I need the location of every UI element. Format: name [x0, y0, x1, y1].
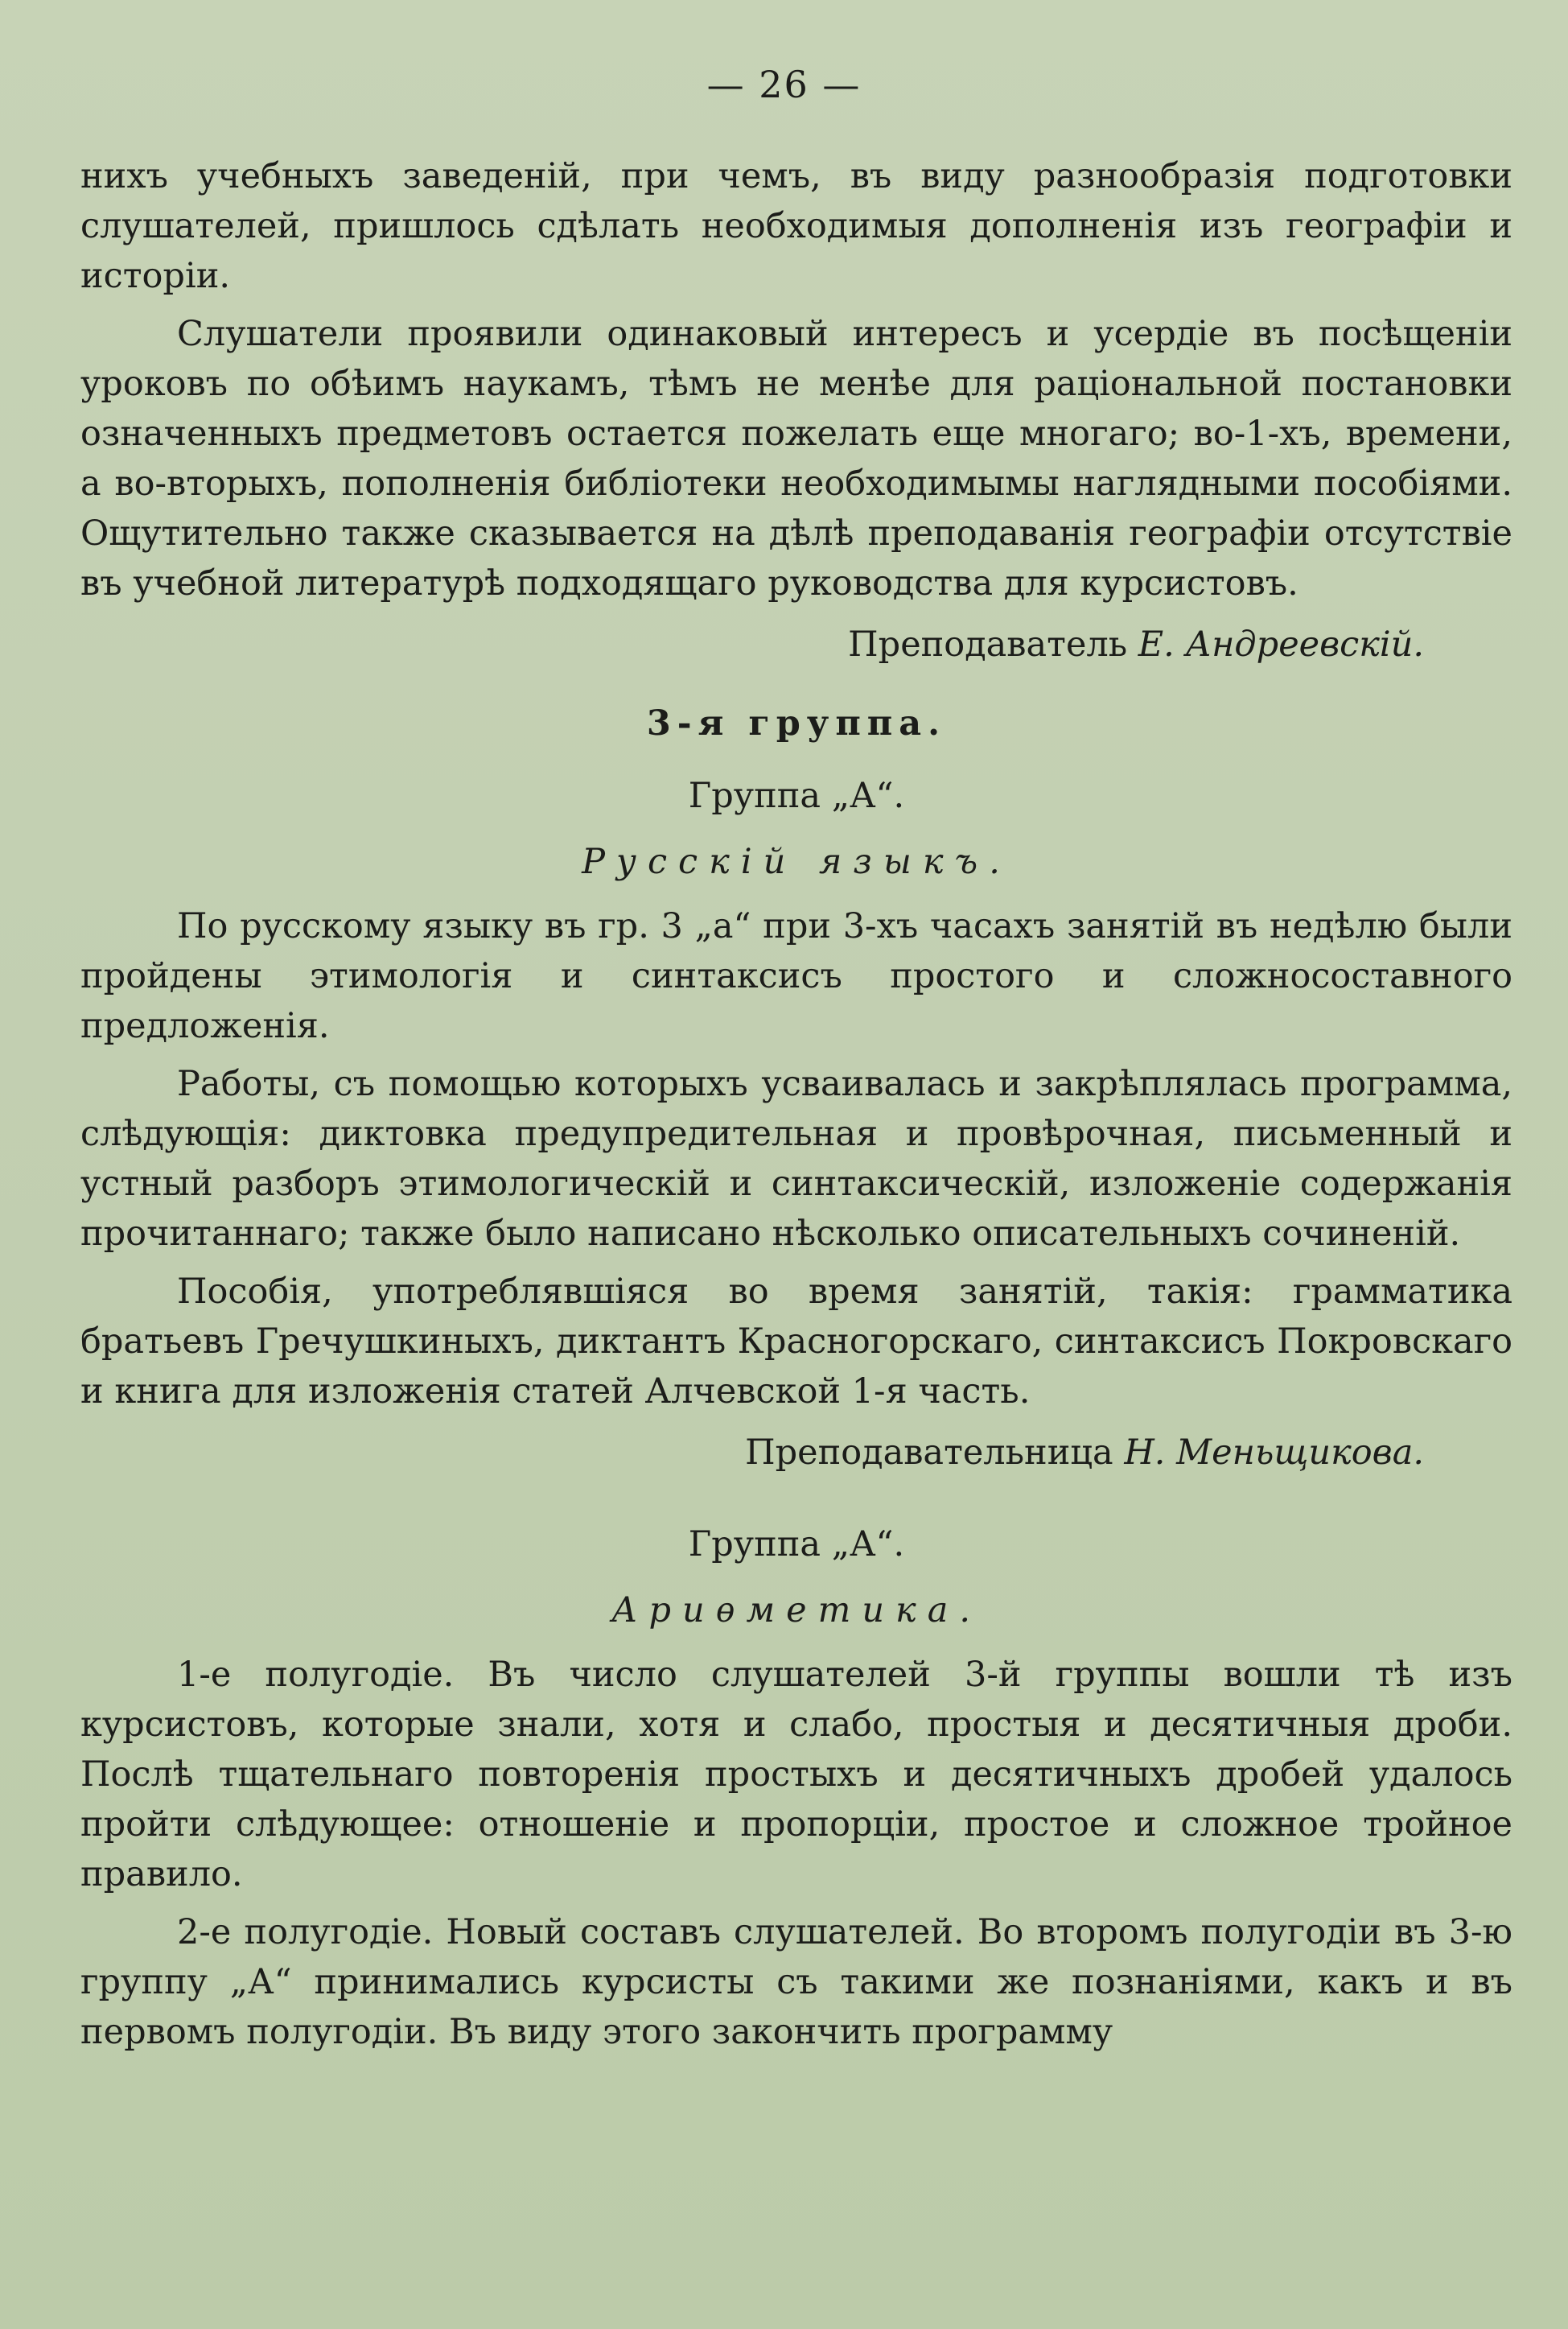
arithmetic-paragraph-2: 2-е полугодіе. Новый составъ слушателей. Во второмъ полугодіи въ 3-ю группу „А“ принимались курсисты съ такими же познаніями, какъ и въ первомъ полугодіи. Въ виду этого закончить программу: [80, 1912, 1512, 2052]
russian-paragraph-1: По русскому языку въ гр. 3 „а“ при 3-хъ часахъ занятій въ недѣлю были пройдены этимологія и синтаксисъ простого и сложносоставного предложенія.: [80, 906, 1512, 1046]
russian-paragraph-2: Работы, съ помощью которыхъ усваивалась и закрѣплялась программа, слѣдующія: диктовка предупредительная и провѣрочная, письменный и устный разборъ этимологическій и синтаксическій, изложеніе содержанія прочитаннаго; также было написано нѣсколько описательныхъ сочиненій.: [80, 1064, 1512, 1254]
russian-paragraph-3: Пособія, употреблявшіяся во время занятій, такія: грамматика братьевъ Гречушкиныхъ, диктантъ Красногорскаго, синтаксисъ Покровскаго и книга для изложенія статей Алчевской 1-я часть.: [80, 1272, 1512, 1412]
signature-name: Е. Андреевскій.: [1138, 625, 1424, 665]
signature-name: Н. Меньщикова.: [1124, 1432, 1424, 1473]
section-title: 3-я группа.: [646, 703, 947, 744]
russian-subject-title: Русскій языкъ.: [582, 842, 1011, 882]
arithmetic-group-label: Группа „А“.: [688, 1524, 905, 1564]
arithmetic-paragraph-1: 1-е полугодіе. Въ число слушателей 3-й группы вошли тѣ изъ курсистовъ, которые знали, хотя и слабо, простыя и десятичныя дроби. Послѣ тщательнаго повторенія простыхъ и десятичныхъ дробей удалось пройти слѣдующее: отношеніе и пропорціи, простое и сложное тройное правило.: [80, 1655, 1512, 1894]
arithmetic-subject-title: Ариѳметика.: [611, 1590, 982, 1630]
signature-menshchikova: [80, 1428, 1512, 1478]
paragraph-interest: Слушатели проявили одинаковый интересъ и усердіе въ посѣщеніи уроковъ по обѣимъ наукамъ, тѣмъ не менѣе для раціональной постановки означенныхъ предметовъ остается пожелать еще многаго; во-1-хъ, времени, а во-вторыхъ, пополненія библіотеки необходимымы наглядными пособіями. Ощутительно также сказывается на дѣлѣ преподаванія географіи отсутствіе въ учебной литературѣ подходящаго руководства для курсистовъ.: [80, 314, 1512, 604]
signature-andreevsky: [80, 620, 1512, 670]
signature-role: Преподаватель: [848, 625, 1128, 665]
page-body: [80, 151, 1512, 2057]
signature-role: Преподавательница: [745, 1432, 1113, 1473]
intro-paragraph: нихъ учебныхъ заведеній, при чемъ, въ виду разнообразія подготовки слушателей, пришлось сдѣлать необходимыя дополненія изъ географіи и исторіи.: [80, 156, 1512, 296]
russian-group-label: Группа „А“.: [688, 776, 905, 816]
page-number: — 26 —: [706, 63, 862, 106]
